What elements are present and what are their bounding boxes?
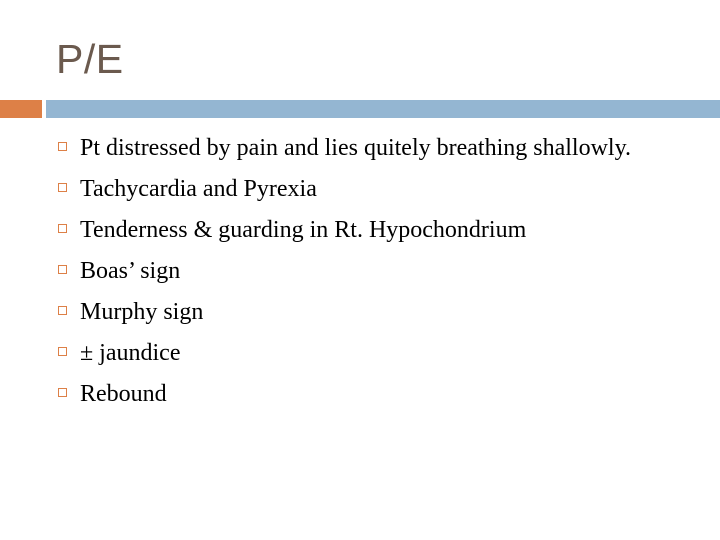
square-bullet-icon [58,388,67,397]
bullet-item [58,173,658,206]
bullet-text: Murphy sign [80,299,204,325]
bullet-item [58,378,658,411]
accent-bar-right [46,100,720,118]
bullet-text: Boas’ sign [80,258,181,284]
bullet-text: Pt distressed by pain and lies quitely breathing shallowly. [80,135,632,161]
square-bullet-icon [58,347,67,356]
bullet-text: Rebound [80,381,167,407]
square-bullet-icon [58,142,67,151]
slide-title: P/E [56,36,124,82]
bullet-item [58,255,658,288]
bullet-item [58,296,658,329]
bullet-text: Tenderness & guarding in Rt. Hypochondrium [80,217,527,243]
accent-bar-left [0,100,42,118]
square-bullet-icon [58,306,67,315]
bullet-list [58,132,658,419]
square-bullet-icon [58,224,67,233]
square-bullet-icon [58,265,67,274]
bullet-text: ± jaundice [80,340,181,366]
bullet-item [58,214,658,247]
square-bullet-icon [58,183,67,192]
bullet-text: Tachycardia and Pyrexia [80,176,317,202]
bullet-item [58,132,658,165]
bullet-item [58,337,658,370]
